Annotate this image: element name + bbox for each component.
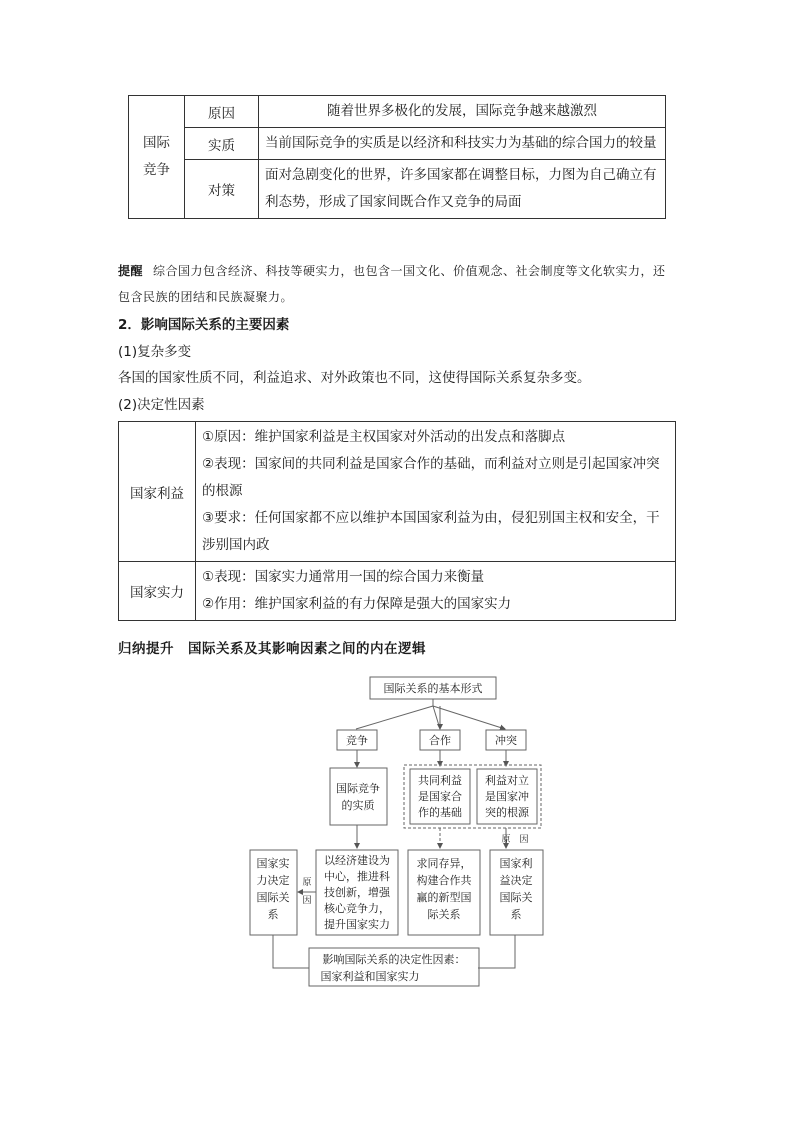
cause-label-left: 原 — [302, 878, 312, 888]
seek-common-line: 际关系 — [427, 908, 461, 921]
economy-line: 核心竞争力， — [324, 902, 390, 915]
sub-heading-1: (1)复杂多变 — [118, 344, 192, 360]
essence-content: 当前国际竞争的实质是以经济和科技实力为基础的综合国力的较量 — [259, 128, 666, 160]
interest-line: ②表现：国家间的共同利益是国家合作的基础，而利益对立则是引起国家冲突的根源 — [202, 456, 660, 499]
power-decides-line: 国家实 — [256, 857, 290, 870]
power-line: ②作用：维护国家利益的有力保障是强大的国家实力 — [202, 596, 512, 612]
compete-label: 竞争 — [346, 734, 368, 747]
cooperate-label: 合作 — [429, 734, 451, 747]
strategy-label: 对策 — [185, 160, 259, 219]
interest-decides-line: 益决定 — [499, 874, 533, 887]
bottom-line: 国家利益和国家实力 — [320, 970, 420, 983]
common-line: 共同利益 — [418, 774, 462, 787]
essence-label: 实质 — [185, 128, 259, 160]
top-box-label: 国际关系的基本形式 — [383, 682, 483, 695]
economy-line: 中心，推进科 — [324, 870, 390, 883]
strategy-content: 面对急剧变化的世界，许多国家都在调整目标，力图为自己确立有利态势，形成了国家间既合作又竞争的局面 — [259, 160, 666, 219]
section-heading: 2．影响国际关系的主要因素 — [118, 317, 290, 333]
power-decides-line: 力决定 — [256, 874, 290, 887]
power-decides-line: 系 — [267, 908, 279, 921]
national-power-label: 国家实力 — [119, 562, 196, 621]
power-decides-line: 国际关 — [256, 891, 290, 904]
reminder-label: 提醒 — [118, 264, 144, 278]
interest-line: ③要求：任何国家都不应以维护本国国家利益为由，侵犯别国主权和安全，干涉别国内政 — [202, 510, 660, 553]
cause-label-right: 原 因 — [501, 835, 529, 845]
common-line: 作的基础 — [418, 806, 462, 819]
opposed-line: 利益对立 — [485, 774, 529, 787]
economy-line: 提升国家实力 — [324, 918, 390, 931]
conflict-label: 冲突 — [495, 734, 517, 747]
summary-title: 国际关系及其影响因素之间的内在逻辑 — [188, 641, 426, 657]
sub-heading-2: (2)决定性因素 — [118, 397, 205, 413]
essence-line: 国际竞争 — [336, 782, 380, 795]
topic-text: 国际竞争 — [143, 135, 170, 178]
interest-line: ①原因：维护国家利益是主权国家对外活动的出发点和落脚点 — [202, 429, 566, 445]
essence-line: 的实质 — [341, 799, 375, 812]
reminder-text: 综合国力包含经济、科技等硬实力，也包含一国文化、价值观念、社会制度等文化软实力，还包含民族的团结和民族凝聚力。 — [118, 264, 666, 304]
summary-label: 归纳提升 — [118, 641, 174, 657]
reason-content: 随着世界多极化的发展，国际竞争越来越激烈 — [259, 96, 666, 128]
opposed-line: 是国家冲 — [485, 790, 529, 803]
economy-line: 以经济建设为 — [324, 854, 390, 867]
common-line: 是国家合 — [418, 790, 462, 803]
essence-box — [330, 768, 387, 825]
sub-text-1: 各国的国家性质不同，利益追求、对外政策也不同，这使得国际关系复杂多变。 — [118, 370, 591, 386]
power-line: ①表现：国家实力通常用一国的综合国力来衡量 — [202, 569, 485, 585]
seek-common-line: 求同存异， — [416, 857, 472, 870]
bottom-line: 影响国际关系的决定性因素： — [322, 953, 466, 966]
interest-decides-line: 国家利 — [499, 857, 533, 870]
reason-label: 原因 — [185, 96, 259, 128]
interest-decides-line: 系 — [510, 908, 522, 921]
economy-line: 技创新，增强 — [324, 886, 390, 899]
interest-decides-line: 国际关 — [499, 891, 533, 904]
national-interest-label: 国家利益 — [119, 422, 196, 562]
opposed-line: 突的根源 — [485, 806, 529, 819]
seek-common-line: 构建合作共 — [416, 874, 472, 887]
seek-common-line: 赢的新型国 — [416, 891, 472, 904]
cause-label-left: 因 — [302, 896, 312, 906]
